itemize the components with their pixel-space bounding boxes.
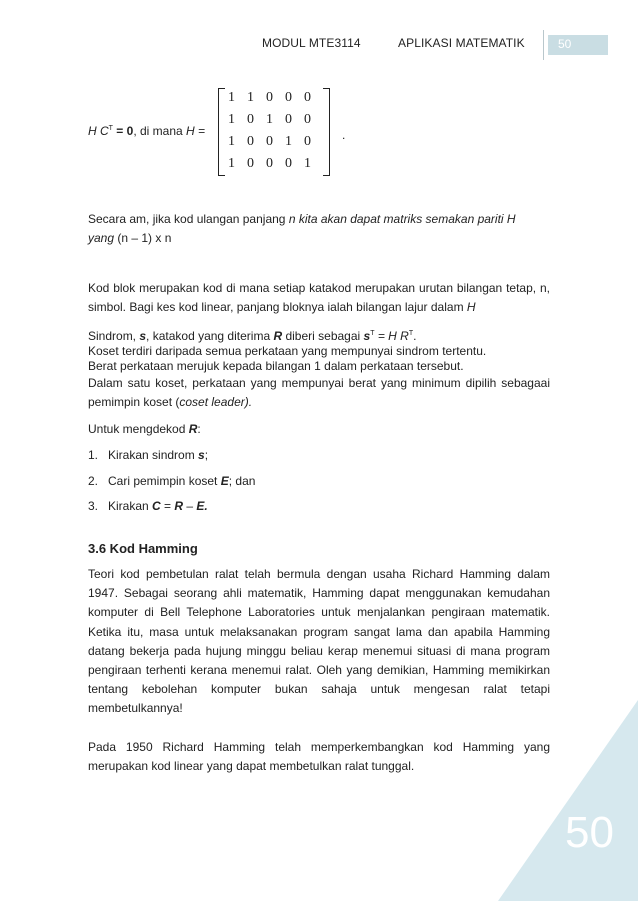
matrix-cell: 0 [266, 156, 273, 171]
coset-leader-term: coset leader). [179, 395, 253, 409]
module-code: MODUL MTE3114 [262, 36, 361, 50]
matrix-cell: 0 [304, 90, 311, 105]
syndrome-text-2: , katakod yang diterima [146, 329, 274, 343]
corner-decoration [498, 700, 638, 901]
para2-text: Kod blok merupakan kod di mana setiap katakod merupakan urutan bilangan tetap, n, simbol. Bagi kes kod linear, panjang bloknya ialah bilangan lajur dalam [88, 281, 550, 314]
matrix-cell: 0 [285, 112, 292, 127]
matrix-cell: 0 [247, 112, 254, 127]
matrix-left-bracket [218, 88, 225, 176]
para2-h: H [466, 300, 476, 314]
decode-colon: : [197, 422, 201, 436]
para1-text: Secara am, jika kod ulangan panjang [88, 212, 289, 226]
matrix-row [228, 134, 332, 150]
step-text: Cari pemimpin koset [108, 474, 221, 488]
matrix-cell: 1 [228, 90, 235, 105]
eq-sup-t: T [108, 125, 113, 132]
para1-yang: yang [88, 231, 115, 245]
header-page-number: 50 [558, 37, 572, 51]
matrix-cell: 0 [247, 156, 254, 171]
eq-zero: 0 [126, 124, 134, 138]
matrix-cell: 1 [228, 112, 235, 127]
matrix-cell: 1 [247, 90, 254, 105]
syndrome-text-3: diberi sebagai [282, 329, 364, 343]
paragraph-hamming-1950: Pada 1950 Richard Hamming telah memperkembangkan kod Hamming yang merupakan kod linear yang dapat membetulkan ralat tunggal. [88, 740, 550, 773]
eq-hc: H C [88, 124, 109, 138]
step-number: 2. [88, 474, 99, 488]
coset-line-2: Berat perkataan merujuk kepada bilangan 1 dalam perkataan tersebut. [88, 359, 464, 373]
footer-page-number: 50 [565, 808, 614, 857]
matrix-cell: 1 [304, 156, 311, 171]
step-var-e: E. [196, 499, 208, 513]
matrix-cell: 0 [285, 90, 292, 105]
matrix-cell: 1 [228, 134, 235, 149]
matrix-cell: 0 [304, 112, 311, 127]
decode-step [88, 472, 550, 491]
matrix-cell: 0 [266, 90, 273, 105]
para1-dims: (n – 1) x n [114, 231, 172, 245]
matrix-period: . [342, 128, 346, 142]
step-var: E [220, 474, 229, 488]
coset-line-1: Koset terdiri daripada semua perkataan yang mempunyai sindrom tertentu. [88, 344, 487, 358]
module-subject: APLIKASI MATEMATIK [398, 36, 525, 50]
matrix-cell: 0 [304, 134, 311, 149]
step-tail: ; dan [228, 474, 256, 488]
paragraph-hamming-history: Teori kod pembetulan ralat telah bermula dengan usaha Richard Hamming dalam 1947. Sebagai seorang ahli matematik, Hamming dapat menggunakan kemudahan komputer di Bell Telephone Laboratories untuk menjalankan pengiraan matematik. Ketika itu, masa untuk melaksanakan program sangat lama dan apabila Hamming datang bekerja pada hujung minggu beliau kerap menemui situasi di mana program pengiraan terhenti kerana menemui ralat. Oleh yang demikian, Hamming memikirkan tentang kebolehan komputer bukan sahaja untuk mengesan ralat tetapi membetulkannya! [88, 567, 550, 716]
eq-dimana: , di mana [133, 124, 187, 138]
step-number: 1. [88, 448, 99, 462]
decode-step [88, 497, 550, 516]
eq-h: H = [186, 124, 206, 138]
header-divider [543, 30, 544, 60]
syndrome-r: R [273, 329, 283, 343]
para1-n: n [288, 212, 296, 226]
step-text: Kirakan [108, 499, 153, 513]
matrix-cell: 1 [266, 112, 273, 127]
syndrome-sup-t2: T [408, 330, 414, 337]
step-tail: ; [204, 448, 209, 462]
syndrome-period: . [413, 329, 417, 343]
parity-check-equation [88, 124, 205, 138]
paragraph-coset-leader [88, 374, 550, 412]
step-minus: – [183, 499, 197, 513]
eq-equals: = [112, 124, 127, 138]
paragraph-syndrome [88, 326, 550, 374]
matrix-cell: 1 [228, 156, 235, 171]
matrix-row [228, 112, 332, 128]
step-eq: = [160, 499, 175, 513]
section-heading: 3.6 Kod Hamming [88, 541, 198, 556]
matrix-cell: 0 [285, 156, 292, 171]
parity-matrix [218, 88, 330, 176]
decode-intro [88, 420, 550, 439]
step-var: s [198, 448, 205, 462]
decode-step [88, 446, 550, 465]
paragraph-repetition-code [88, 210, 550, 248]
para1-text-2: kita akan dapat matriks semakan pariti H [295, 212, 516, 226]
matrix-cell: 0 [247, 134, 254, 149]
step-var-r: R [174, 499, 184, 513]
matrix-row [228, 90, 332, 106]
decode-r: R [188, 422, 198, 436]
syndrome-s: s [139, 329, 147, 343]
matrix-cell: 1 [285, 134, 292, 149]
syndrome-sup-t: T [370, 330, 375, 337]
step-var-c: C [152, 499, 161, 513]
decode-intro-text: Untuk mengdekod [88, 422, 189, 436]
header-page-tab [548, 35, 608, 55]
syndrome-eq: = H R [374, 329, 409, 343]
coset-leader-text: Dalam satu koset, perkataan yang mempunyai berat yang minimum dipilih sebagaai pemimpin koset ( [88, 376, 550, 409]
matrix-cell: 0 [266, 134, 273, 149]
matrix-row [228, 156, 332, 172]
paragraph-block-code [88, 279, 550, 317]
syndrome-s2: s [363, 329, 371, 343]
step-number: 3. [88, 499, 99, 513]
syndrome-text: Sindrom, [88, 329, 140, 343]
step-text: Kirakan sindrom [108, 448, 199, 462]
